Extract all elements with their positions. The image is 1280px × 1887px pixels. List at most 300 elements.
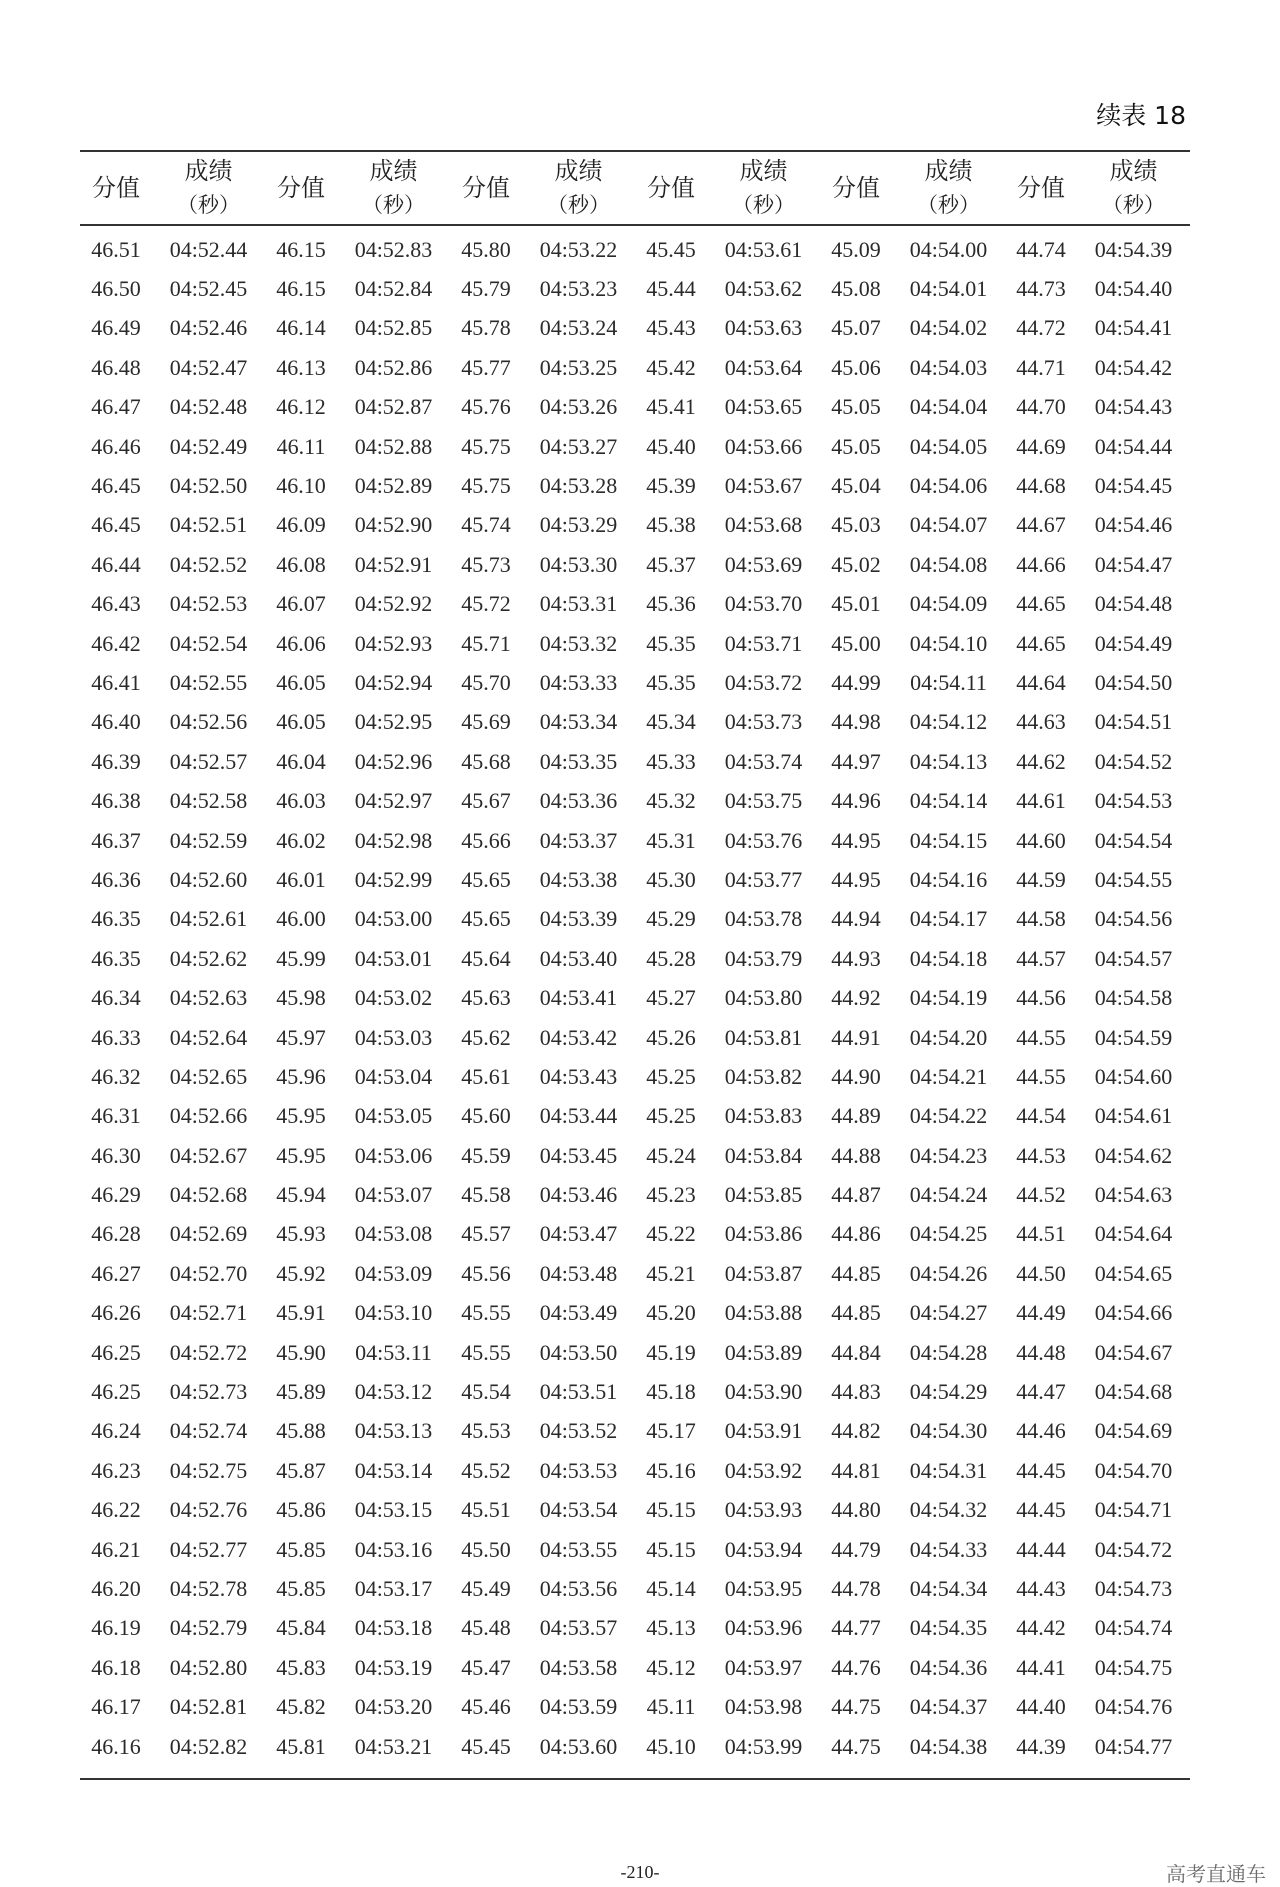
time-cell: 04:54.32	[909, 1497, 988, 1523]
score-cell: 45.79	[461, 276, 511, 302]
time-cell: 04:53.74	[724, 748, 803, 774]
time-cell: 04:53.19	[354, 1654, 433, 1680]
time-cell: 04:53.70	[724, 591, 803, 617]
time-cell: 04:54.62	[1094, 1142, 1173, 1168]
score-cell: 45.32	[646, 788, 696, 814]
time-cell: 04:53.14	[354, 1457, 433, 1483]
time-cell: 04:53.85	[724, 1182, 803, 1208]
column-header-unit: （秒）	[547, 193, 610, 217]
score-cell: 46.41	[91, 669, 141, 695]
table-row	[80, 1687, 1190, 1726]
score-cell: 46.40	[91, 709, 141, 735]
score-cell: 46.03	[276, 788, 326, 814]
time-cell: 04:52.96	[354, 748, 433, 774]
time-cell: 04:54.76	[1094, 1694, 1173, 1720]
score-cell: 44.61	[1016, 788, 1066, 814]
score-cell: 45.95	[276, 1103, 326, 1129]
score-cell: 44.44	[1016, 1536, 1066, 1562]
score-cell: 45.65	[461, 866, 511, 892]
time-cell: 04:54.58	[1094, 985, 1173, 1011]
score-cell: 45.56	[461, 1260, 511, 1286]
score-cell: 45.93	[276, 1221, 326, 1247]
time-cell: 04:53.52	[539, 1418, 618, 1444]
time-cell: 04:53.59	[539, 1694, 618, 1720]
score-cell: 44.75	[831, 1733, 881, 1759]
time-cell: 04:52.56	[169, 709, 248, 735]
score-cell: 45.58	[461, 1182, 511, 1208]
score-cell: 45.35	[646, 630, 696, 656]
time-cell: 04:53.03	[354, 1024, 433, 1050]
score-cell: 45.39	[646, 473, 696, 499]
time-cell: 04:54.51	[1094, 709, 1173, 735]
score-cell: 45.99	[276, 945, 326, 971]
table-row	[80, 1412, 1190, 1451]
score-cell: 46.24	[91, 1418, 141, 1444]
time-cell: 04:54.46	[1094, 512, 1173, 538]
score-cell: 46.31	[91, 1103, 141, 1129]
score-cell: 44.69	[1016, 433, 1066, 459]
score-cell: 44.65	[1016, 591, 1066, 617]
time-cell: 04:53.06	[354, 1142, 433, 1168]
time-cell: 04:53.63	[724, 315, 803, 341]
time-cell: 04:52.55	[169, 669, 248, 695]
score-cell: 44.74	[1016, 236, 1066, 262]
table-header	[80, 151, 1190, 225]
score-cell: 45.52	[461, 1457, 511, 1483]
score-cell: 44.93	[831, 945, 881, 971]
score-cell: 46.38	[91, 788, 141, 814]
score-cell: 44.84	[831, 1339, 881, 1365]
time-cell: 04:52.44	[169, 236, 248, 262]
column-header-label: 分值	[832, 174, 880, 202]
score-cell: 45.16	[646, 1457, 696, 1483]
score-cell: 45.51	[461, 1497, 511, 1523]
time-cell: 04:52.59	[169, 827, 248, 853]
table-row	[80, 939, 1190, 978]
score-cell: 45.01	[831, 591, 881, 617]
time-cell: 04:53.41	[539, 985, 618, 1011]
time-cell: 04:54.68	[1094, 1379, 1173, 1405]
score-cell: 45.97	[276, 1024, 326, 1050]
time-cell: 04:52.65	[169, 1063, 248, 1089]
score-cell: 44.46	[1016, 1418, 1066, 1444]
score-cell: 45.04	[831, 473, 881, 499]
time-cell: 04:54.69	[1094, 1418, 1173, 1444]
table-row	[80, 860, 1190, 899]
time-cell: 04:54.74	[1094, 1615, 1173, 1641]
table-row	[80, 978, 1190, 1017]
table-row	[80, 1057, 1190, 1096]
score-cell: 46.02	[276, 827, 326, 853]
table-row	[80, 1254, 1190, 1293]
score-cell: 44.91	[831, 1024, 881, 1050]
score-cell: 45.30	[646, 866, 696, 892]
time-cell: 04:54.34	[909, 1575, 988, 1601]
score-cell: 46.15	[276, 236, 326, 262]
table-row	[80, 1175, 1190, 1214]
time-cell: 04:53.11	[355, 1339, 432, 1365]
time-cell: 04:54.36	[909, 1654, 988, 1680]
table-row	[80, 663, 1190, 702]
time-cell: 04:53.36	[539, 788, 618, 814]
score-cell: 46.34	[91, 985, 141, 1011]
time-cell: 04:54.25	[909, 1221, 988, 1247]
time-cell: 04:54.64	[1094, 1221, 1173, 1247]
time-cell: 04:54.38	[909, 1733, 988, 1759]
time-cell: 04:54.14	[909, 788, 988, 814]
score-cell: 45.14	[646, 1575, 696, 1601]
score-cell: 45.10	[646, 1733, 696, 1759]
time-cell: 04:54.43	[1094, 394, 1173, 420]
time-cell: 04:53.22	[539, 236, 618, 262]
time-cell: 04:53.17	[354, 1575, 433, 1601]
page-number: -210-	[620, 1862, 660, 1882]
score-cell: 45.66	[461, 827, 511, 853]
time-cell: 04:52.64	[169, 1024, 248, 1050]
score-cell: 45.21	[646, 1260, 696, 1286]
time-cell: 04:53.72	[724, 669, 803, 695]
score-cell: 45.94	[276, 1182, 326, 1208]
time-cell: 04:54.35	[909, 1615, 988, 1641]
score-cell: 44.48	[1016, 1339, 1066, 1365]
time-cell: 04:54.37	[909, 1694, 988, 1720]
score-cell: 44.47	[1016, 1379, 1066, 1405]
time-cell: 04:53.69	[724, 551, 803, 577]
time-cell: 04:52.82	[169, 1733, 248, 1759]
time-cell: 04:54.71	[1094, 1497, 1173, 1523]
time-cell: 04:52.95	[354, 709, 433, 735]
time-cell: 04:54.30	[909, 1418, 988, 1444]
score-cell: 45.49	[461, 1575, 511, 1601]
score-cell: 44.88	[831, 1142, 881, 1168]
column-header-label: 成绩	[739, 157, 788, 185]
score-cell: 44.51	[1016, 1221, 1066, 1247]
time-cell: 04:52.50	[169, 473, 248, 499]
score-cell: 44.40	[1016, 1694, 1066, 1720]
time-cell: 04:52.90	[354, 512, 433, 538]
score-cell: 44.78	[831, 1575, 881, 1601]
time-cell: 04:53.81	[724, 1024, 803, 1050]
column-header-label: 成绩	[369, 157, 418, 185]
time-cell: 04:53.93	[724, 1497, 803, 1523]
score-cell: 46.51	[91, 236, 141, 262]
time-cell: 04:52.89	[354, 473, 433, 499]
score-cell: 45.15	[646, 1536, 696, 1562]
time-cell: 04:54.13	[909, 748, 988, 774]
score-cell: 45.42	[646, 354, 696, 380]
time-cell: 04:54.52	[1094, 748, 1173, 774]
score-cell: 44.55	[1016, 1063, 1066, 1089]
time-cell: 04:52.99	[354, 866, 433, 892]
score-cell: 45.63	[461, 985, 511, 1011]
score-cell: 45.26	[646, 1024, 696, 1050]
time-cell: 04:53.39	[539, 906, 618, 932]
score-cell: 46.29	[91, 1182, 141, 1208]
score-cell: 45.85	[276, 1536, 326, 1562]
table-row	[80, 506, 1190, 545]
score-cell: 46.39	[91, 748, 141, 774]
score-cell: 44.43	[1016, 1575, 1066, 1601]
time-cell: 04:53.78	[724, 906, 803, 932]
score-cell: 45.67	[461, 788, 511, 814]
time-cell: 04:54.19	[909, 985, 988, 1011]
score-cell: 45.29	[646, 906, 696, 932]
table-row	[80, 348, 1190, 387]
score-cell: 44.97	[831, 748, 881, 774]
score-cell: 44.39	[1016, 1733, 1066, 1759]
time-cell: 04:53.29	[539, 512, 618, 538]
score-cell: 46.18	[91, 1654, 141, 1680]
time-cell: 04:54.21	[909, 1063, 988, 1089]
score-cell: 44.87	[831, 1182, 881, 1208]
score-cell: 45.17	[646, 1418, 696, 1444]
score-cell: 44.76	[831, 1654, 881, 1680]
score-cell: 45.65	[461, 906, 511, 932]
time-cell: 04:52.60	[169, 866, 248, 892]
score-cell: 46.12	[276, 394, 326, 420]
time-cell: 04:54.54	[1094, 827, 1173, 853]
time-cell: 04:54.04	[909, 394, 988, 420]
score-cell: 45.74	[461, 512, 511, 538]
table-row	[80, 1609, 1190, 1648]
time-cell: 04:53.49	[539, 1300, 618, 1326]
score-cell: 44.95	[831, 866, 881, 892]
time-cell: 04:53.07	[354, 1182, 433, 1208]
score-cell: 46.17	[91, 1694, 141, 1720]
time-cell: 04:52.51	[169, 512, 248, 538]
score-cell: 45.96	[276, 1063, 326, 1089]
time-cell: 04:54.22	[909, 1103, 988, 1129]
score-cell: 45.90	[276, 1339, 326, 1365]
time-cell: 04:54.53	[1094, 788, 1173, 814]
time-cell: 04:53.16	[354, 1536, 433, 1562]
score-cell: 46.01	[276, 866, 326, 892]
time-cell: 04:53.21	[354, 1733, 433, 1759]
time-cell: 04:53.62	[724, 276, 803, 302]
score-cell: 46.36	[91, 866, 141, 892]
table-row	[80, 1569, 1190, 1608]
score-cell: 45.37	[646, 551, 696, 577]
table-row	[80, 466, 1190, 505]
score-cell: 45.31	[646, 827, 696, 853]
time-cell: 04:53.91	[724, 1418, 803, 1444]
score-cell: 45.84	[276, 1615, 326, 1641]
score-cell: 45.71	[461, 630, 511, 656]
time-cell: 04:53.43	[539, 1063, 618, 1089]
score-cell: 46.28	[91, 1221, 141, 1247]
time-cell: 04:53.82	[724, 1063, 803, 1089]
table-row	[80, 1333, 1190, 1372]
time-cell: 04:53.90	[724, 1379, 803, 1405]
time-cell: 04:53.56	[539, 1575, 618, 1601]
time-cell: 04:52.69	[169, 1221, 248, 1247]
score-cell: 44.54	[1016, 1103, 1066, 1129]
score-cell: 45.00	[831, 630, 881, 656]
score-cell: 46.43	[91, 591, 141, 617]
time-cell: 04:53.13	[354, 1418, 433, 1444]
score-cell: 44.70	[1016, 394, 1066, 420]
time-cell: 04:53.37	[539, 827, 618, 853]
score-cell: 45.41	[646, 394, 696, 420]
time-cell: 04:53.94	[724, 1536, 803, 1562]
score-cell: 45.78	[461, 315, 511, 341]
table-row	[80, 309, 1190, 348]
time-cell: 04:52.71	[169, 1300, 248, 1326]
column-header-unit: （秒）	[362, 193, 425, 217]
score-cell: 45.86	[276, 1497, 326, 1523]
score-cell: 44.77	[831, 1615, 881, 1641]
score-cell: 46.11	[276, 433, 326, 459]
score-cell: 46.48	[91, 354, 141, 380]
score-cell: 46.32	[91, 1063, 141, 1089]
table-row	[80, 1491, 1190, 1530]
score-cell: 44.66	[1016, 551, 1066, 577]
time-cell: 04:53.92	[724, 1457, 803, 1483]
column-header-label: 分值	[277, 174, 325, 202]
time-cell: 04:53.73	[724, 709, 803, 735]
score-cell: 45.75	[461, 433, 511, 459]
time-cell: 04:54.06	[909, 473, 988, 499]
column-header-label: 分值	[1017, 174, 1065, 202]
score-cell: 44.56	[1016, 985, 1066, 1011]
time-cell: 04:52.81	[169, 1694, 248, 1720]
time-cell: 04:54.72	[1094, 1536, 1173, 1562]
score-cell: 45.23	[646, 1182, 696, 1208]
time-cell: 04:52.74	[169, 1418, 248, 1444]
score-cell: 46.16	[91, 1733, 141, 1759]
score-cell: 46.04	[276, 748, 326, 774]
time-cell: 04:53.04	[354, 1063, 433, 1089]
score-cell: 45.82	[276, 1694, 326, 1720]
score-cell: 46.37	[91, 827, 141, 853]
score-cell: 46.27	[91, 1260, 141, 1286]
time-cell: 04:52.86	[354, 354, 433, 380]
time-cell: 04:54.26	[909, 1260, 988, 1286]
table-bottom-rule	[80, 1778, 1190, 1780]
time-cell: 04:54.40	[1094, 276, 1173, 302]
time-cell: 04:53.96	[724, 1615, 803, 1641]
score-cell: 45.03	[831, 512, 881, 538]
score-cell: 46.45	[91, 473, 141, 499]
score-cell: 44.82	[831, 1418, 881, 1444]
time-cell: 04:52.63	[169, 985, 248, 1011]
time-cell: 04:52.52	[169, 551, 248, 577]
time-cell: 04:54.61	[1094, 1103, 1173, 1129]
table-row	[80, 545, 1190, 584]
score-cell: 44.62	[1016, 748, 1066, 774]
time-cell: 04:52.97	[354, 788, 433, 814]
time-cell: 04:53.67	[724, 473, 803, 499]
time-cell: 04:52.53	[169, 591, 248, 617]
score-cell: 44.90	[831, 1063, 881, 1089]
score-cell: 44.64	[1016, 669, 1066, 695]
score-cell: 46.06	[276, 630, 326, 656]
score-cell: 45.36	[646, 591, 696, 617]
score-cell: 45.72	[461, 591, 511, 617]
table-row	[80, 1097, 1190, 1136]
score-cell: 45.45	[461, 1733, 511, 1759]
time-cell: 04:53.75	[724, 788, 803, 814]
time-cell: 04:52.61	[169, 906, 248, 932]
time-cell: 04:54.59	[1094, 1024, 1173, 1050]
score-cell: 46.25	[91, 1339, 141, 1365]
score-cell: 46.33	[91, 1024, 141, 1050]
time-cell: 04:54.23	[909, 1142, 988, 1168]
time-cell: 04:52.49	[169, 433, 248, 459]
score-cell: 44.49	[1016, 1300, 1066, 1326]
time-cell: 04:54.31	[909, 1457, 988, 1483]
score-cell: 44.45	[1016, 1497, 1066, 1523]
time-cell: 04:54.27	[909, 1300, 988, 1326]
score-cell: 46.30	[91, 1142, 141, 1168]
time-cell: 04:53.65	[724, 394, 803, 420]
time-cell: 04:52.80	[169, 1654, 248, 1680]
score-cell: 45.43	[646, 315, 696, 341]
score-cell: 44.67	[1016, 512, 1066, 538]
table-row	[80, 703, 1190, 742]
column-header-label: 分值	[462, 174, 510, 202]
score-cell: 45.87	[276, 1457, 326, 1483]
time-cell: 04:54.16	[909, 866, 988, 892]
time-cell: 04:53.01	[354, 945, 433, 971]
score-cell: 45.20	[646, 1300, 696, 1326]
score-cell: 45.95	[276, 1142, 326, 1168]
time-cell: 04:52.72	[169, 1339, 248, 1365]
time-cell: 04:53.83	[724, 1103, 803, 1129]
column-header-label: 分值	[92, 174, 140, 202]
time-cell: 04:53.51	[539, 1379, 618, 1405]
score-cell: 44.42	[1016, 1615, 1066, 1641]
time-cell: 04:54.02	[909, 315, 988, 341]
score-cell: 45.19	[646, 1339, 696, 1365]
score-cell: 44.57	[1016, 945, 1066, 971]
time-cell: 04:53.44	[539, 1103, 618, 1129]
score-cell: 44.92	[831, 985, 881, 1011]
time-cell: 04:54.03	[909, 354, 988, 380]
score-cell: 45.73	[461, 551, 511, 577]
score-cell: 45.47	[461, 1654, 511, 1680]
header-row	[80, 151, 1190, 225]
time-cell: 04:53.53	[539, 1457, 618, 1483]
score-cell: 45.06	[831, 354, 881, 380]
time-cell: 04:54.18	[909, 945, 988, 971]
score-cell: 45.35	[646, 669, 696, 695]
time-cell: 04:53.33	[539, 669, 618, 695]
score-cell: 45.68	[461, 748, 511, 774]
score-cell: 46.47	[91, 394, 141, 420]
score-cell: 45.92	[276, 1260, 326, 1286]
score-cell: 46.46	[91, 433, 141, 459]
time-cell: 04:53.46	[539, 1182, 618, 1208]
time-cell: 04:53.34	[539, 709, 618, 735]
time-cell: 04:54.41	[1094, 315, 1173, 341]
score-cell: 45.27	[646, 985, 696, 1011]
table-row	[80, 427, 1190, 466]
table-row	[80, 388, 1190, 427]
score-cell: 44.41	[1016, 1654, 1066, 1680]
column-header-label: 分值	[647, 174, 695, 202]
score-cell: 44.72	[1016, 315, 1066, 341]
score-cell: 44.52	[1016, 1182, 1066, 1208]
time-cell: 04:54.15	[909, 827, 988, 853]
score-cell: 45.12	[646, 1654, 696, 1680]
score-cell: 45.24	[646, 1142, 696, 1168]
score-cell: 46.49	[91, 315, 141, 341]
score-cell: 44.71	[1016, 354, 1066, 380]
score-cell: 45.02	[831, 551, 881, 577]
time-cell: 04:52.45	[169, 276, 248, 302]
time-cell: 04:53.95	[724, 1575, 803, 1601]
